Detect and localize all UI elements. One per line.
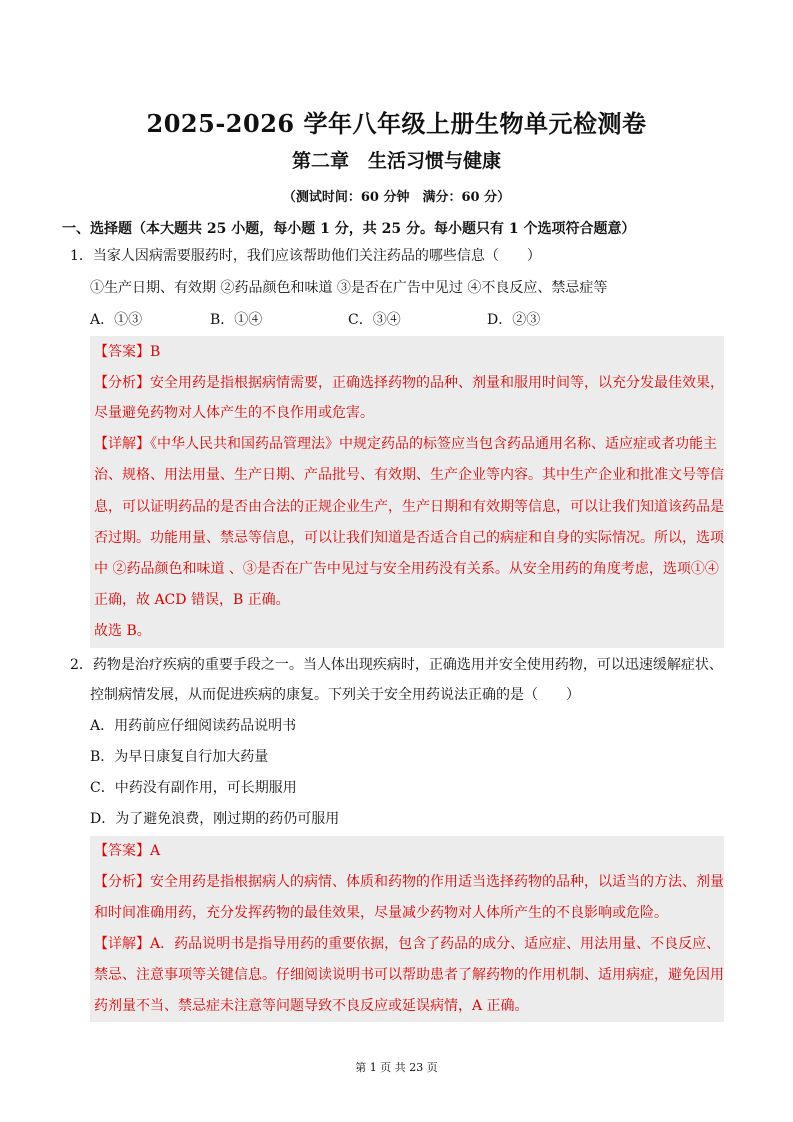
q2-stem-line: 控制病情发展，从而促进疾病的康复。下列关于安全用药说法正确的是（ ） bbox=[90, 687, 580, 703]
q1-detail-line: 中 ②药品颜色和味道 、③是否在广告中见过与安全用药没有关系。从安全用药的角度考虑，选项①④ bbox=[94, 561, 719, 577]
q2-option-a: A．用药前应仔细阅读药品说明书 bbox=[90, 718, 297, 734]
page-number: 第 1 页 共 23 页 bbox=[355, 1061, 438, 1074]
page-title: 2025-2026 学年八年级上册生物单元检测卷 bbox=[146, 109, 647, 138]
q2-detail-line: 药剂量不当、禁忌症未注意等问题导致不良反应或延误病情，A 正确。 bbox=[94, 998, 529, 1014]
q1-option-b: B．①④ bbox=[210, 312, 263, 328]
q1-items: ①生产日期、有效期 ②药品颜色和味道 ③是否在广告中见过 ④不良反应、禁忌症等 bbox=[90, 280, 608, 296]
q1-detail-line: 正确，故 ACD 错误，B 正确。 bbox=[94, 592, 290, 608]
q1-analysis-line: 尽量避免药物对人体产生的不良作用或危害。 bbox=[94, 405, 374, 421]
q2-analysis-line: 和时间准确用药，充分发挥药物的最佳效果，尽量减少药物对人体所产生的不良影响或危险。 bbox=[94, 905, 668, 921]
q2-answer: 【答案】A bbox=[94, 843, 161, 859]
q1-option-c: C．③④ bbox=[348, 312, 401, 328]
q1-detail-line: 治、规格、用法用量、生产日期、产品批号、有效期、生产企业等内容。其中生产企业和批准文号等信 bbox=[94, 467, 724, 483]
q2-stem-line: 2．药物是治疗疾病的重要手段之一。当人体出现疾病时，正确选用并安全使用药物，可以迅速缓解症状、 bbox=[70, 657, 723, 673]
chapter-title: 第二章 生活习惯与健康 bbox=[291, 150, 501, 172]
q1-detail-line: 【详解】《中华人民共和国药品管理法》中规定药品的标签应当包含药品通用名称、适应症或者功能主 bbox=[94, 436, 717, 452]
test-meta: （测试时间：60 分钟 满分：60 分） bbox=[282, 190, 511, 205]
q1-detail-line: 息，可以证明药品的是否由合法的正规企业生产，生产日期和有效期等信息，可以让我们知道该药品是 bbox=[94, 499, 724, 515]
q1-analysis-line: 【分析】安全用药是指根据病情需要，正确选择药物的品种、剂量和服用时间等，以充分发最佳效果， bbox=[94, 375, 724, 391]
q1-detail-line: 否过期。功能用量、禁忌等信息，可以让我们知道是否适合自己的病症和自身的实际情况。所以，选项 bbox=[94, 530, 724, 546]
q1-detail-line: 故选 B。 bbox=[94, 623, 151, 639]
q2-answer-box bbox=[90, 836, 724, 1022]
q2-detail-line: 【详解】A．药品说明书是指导用药的重要依据，包含了药品的成分、适应症、用法用量、不良反应、 bbox=[94, 936, 721, 952]
q2-option-c: C．中药没有副作用，可长期服用 bbox=[90, 780, 297, 796]
q2-option-d: D．为了避免浪费，刚过期的药仍可服用 bbox=[90, 811, 340, 827]
q1-answer: 【答案】B bbox=[94, 344, 161, 360]
q1-stem: 1．当家人因病需要服药时，我们应该帮助他们关注药品的哪些信息（ ） bbox=[70, 248, 541, 264]
q2-analysis-line: 【分析】安全用药是指根据病人的病情、体质和药物的作用适当选择药物的品种，以适当的方法、剂量 bbox=[94, 874, 724, 890]
q1-option-a: A．①③ bbox=[90, 312, 143, 328]
q2-option-b: B．为早日康复自行加大药量 bbox=[90, 749, 269, 765]
q2-detail-line: 禁忌、注意事项等关键信息。仔细阅读说明书可以帮助患者了解药物的作用机制、适用病症，避免因用 bbox=[94, 967, 724, 983]
section-heading: 一、选择题（本大题共 25 小题，每小题 1 分，共 25 分。每小题只有 1 个选项符合题意） bbox=[62, 221, 636, 237]
q1-option-d: D．②③ bbox=[487, 312, 541, 328]
